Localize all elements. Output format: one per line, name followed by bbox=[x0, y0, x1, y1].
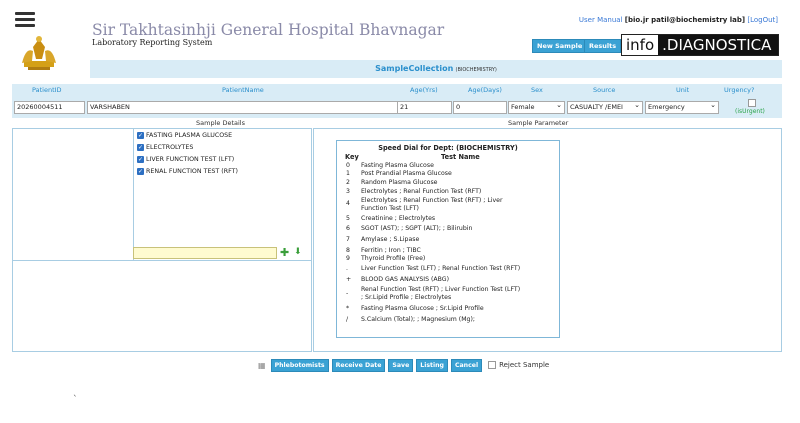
menu-icon[interactable] bbox=[15, 12, 35, 30]
col-age-days: Age(Days) bbox=[468, 86, 502, 94]
patient-name-field[interactable]: VARSHABEN bbox=[87, 101, 403, 114]
listing-button[interactable]: Listing bbox=[416, 359, 448, 372]
form-header-row bbox=[12, 84, 782, 98]
hospital-emblem-icon bbox=[18, 33, 60, 73]
test-name: RENAL FUNCTION TEST (RFT) bbox=[146, 167, 238, 175]
list-item[interactable] bbox=[137, 130, 232, 140]
speed-key: 3 bbox=[346, 188, 350, 195]
col-patient-name: PatientName bbox=[222, 86, 264, 94]
app-subtitle: Laboratory Reporting System bbox=[92, 38, 213, 47]
speed-test: Electrolytes ; Renal Function Test (RFT) ; Liver bbox=[361, 197, 503, 204]
col-patient-id: PatientID bbox=[32, 86, 62, 94]
new-sample-button[interactable]: New Sample bbox=[532, 39, 587, 53]
footer-actions bbox=[258, 359, 549, 371]
checkbox-checked-icon[interactable]: ✓ bbox=[137, 167, 144, 175]
patient-id-field[interactable]: 20260004511 bbox=[14, 101, 85, 114]
speed-test: Fasting Plasma Glucose bbox=[361, 162, 434, 169]
speed-test-cont: ; Sr.Lipid Profile ; Electrolytes bbox=[361, 294, 452, 301]
urgency-label: (isUrgent) bbox=[735, 108, 765, 115]
speed-dial-key-header: Key bbox=[345, 153, 359, 161]
age-days-field[interactable]: 0 bbox=[453, 101, 507, 114]
col-unit: Unit bbox=[676, 86, 690, 94]
speed-test: Post Prandial Plasma Glucose bbox=[361, 170, 452, 177]
speed-dial-title: Speed Dial for Dept: (BIOCHEMISTRY) bbox=[378, 144, 518, 152]
speed-test-cont: Function Test (LFT) bbox=[361, 205, 419, 212]
list-item[interactable] bbox=[137, 142, 193, 152]
reject-checkbox[interactable] bbox=[488, 361, 496, 369]
speed-key: 4 bbox=[346, 200, 350, 207]
speed-key: 1 bbox=[346, 170, 350, 177]
patient-input-row bbox=[12, 98, 782, 118]
page-title-bar bbox=[90, 60, 782, 78]
urgency-checkbox[interactable] bbox=[748, 99, 756, 107]
reject-label: Reject Sample bbox=[499, 361, 550, 369]
receive-date-button[interactable]: Receive Date bbox=[332, 359, 386, 372]
list-item[interactable] bbox=[137, 166, 238, 176]
speed-test: Amylase ; S.Lipase bbox=[361, 236, 420, 243]
user-manual-link[interactable]: User Manual bbox=[578, 16, 623, 24]
sample-parameter-label: Sample Parameter bbox=[508, 119, 569, 127]
info-diagnostica-logo bbox=[621, 34, 779, 56]
logout-link[interactable]: [LogOut] bbox=[747, 16, 778, 24]
speed-test: Electrolytes ; Renal Function Test (RFT) bbox=[361, 188, 482, 195]
speed-key: 2 bbox=[346, 179, 350, 186]
cancel-button[interactable]: Cancel bbox=[451, 359, 482, 372]
speed-key: / bbox=[346, 316, 349, 323]
checkbox-checked-icon[interactable]: ✓ bbox=[137, 131, 144, 139]
speed-dial-name-header: Test Name bbox=[441, 153, 480, 161]
speed-test: S.Calcium (Total); ; Magnesium (Mg); bbox=[361, 316, 475, 323]
backtick-mark: ` bbox=[73, 395, 78, 405]
source-select[interactable]: CASUALTY /EMEI ⌄ bbox=[567, 101, 643, 114]
selected-tests-list bbox=[133, 128, 311, 246]
speed-key: 9 bbox=[346, 255, 350, 262]
hospital-name: Sir Takhtasinhji General Hospital Bhavnagar bbox=[92, 21, 445, 39]
phlebotomists-button[interactable]: Phlebotomists bbox=[271, 359, 329, 372]
test-search-input[interactable] bbox=[133, 247, 277, 259]
add-icon[interactable]: ✚ bbox=[280, 246, 290, 259]
speed-key: - bbox=[346, 290, 349, 297]
unit-select[interactable]: Emergency ⌄ bbox=[645, 101, 719, 114]
page-dept: (BIOCHEMISTRY) bbox=[455, 67, 497, 73]
speed-test: Renal Function Test (RFT) ; Liver Function Test (LFT) bbox=[361, 286, 521, 293]
col-urgency: Urgency? bbox=[724, 86, 755, 94]
test-name: ELECTROLYTES bbox=[146, 143, 194, 151]
speed-test: Thyroid Profile (Free) bbox=[361, 255, 426, 262]
save-button[interactable]: Save bbox=[388, 359, 413, 372]
results-button[interactable]: Results bbox=[584, 39, 621, 53]
speed-test: SGOT (AST); ; SGPT (ALT); ; Bilirubin bbox=[361, 225, 473, 232]
page-title: SampleCollection bbox=[375, 64, 454, 73]
speed-key: 0 bbox=[346, 162, 350, 169]
speed-test: Ferritin ; Iron ; TIBC bbox=[361, 247, 421, 254]
checkbox-checked-icon[interactable]: ✓ bbox=[137, 143, 144, 151]
col-sex: Sex bbox=[531, 86, 543, 94]
speed-key: . bbox=[346, 265, 348, 272]
speed-dial-box bbox=[336, 140, 560, 338]
checkbox-checked-icon[interactable]: ✓ bbox=[137, 155, 144, 163]
test-name: LIVER FUNCTION TEST (LFT) bbox=[146, 155, 235, 163]
speed-test: Liver Function Test (LFT) ; Renal Function Test (RFT) bbox=[361, 265, 521, 272]
test-name: FASTING PLASMA GLUCOSE bbox=[146, 131, 233, 139]
trash-icon[interactable]: ▦ bbox=[258, 360, 266, 370]
panel-divider bbox=[12, 260, 312, 261]
speed-test: Creatinine ; Electrolytes bbox=[361, 215, 436, 222]
sex-select[interactable]: Female ⌄ bbox=[508, 101, 565, 114]
user-label: [bio.jr patil@biochemistry lab] bbox=[624, 16, 746, 24]
speed-test: BLOOD GAS ANALYSIS (ABG) bbox=[361, 276, 450, 283]
arrow-down-icon[interactable]: ⬇ bbox=[294, 247, 302, 257]
sample-details-label: Sample Details bbox=[196, 119, 245, 127]
speed-key: 6 bbox=[346, 225, 350, 232]
age-yrs-field[interactable]: 21 bbox=[397, 101, 452, 114]
top-links bbox=[579, 16, 778, 24]
speed-key: * bbox=[346, 305, 350, 312]
col-age-yrs: Age(Yrs) bbox=[410, 86, 438, 94]
speed-key: 8 bbox=[346, 247, 350, 254]
speed-test: Fasting Plasma Glucose ; Sr.Lipid Profile bbox=[361, 305, 484, 312]
section-labels bbox=[12, 118, 782, 128]
speed-key: + bbox=[346, 276, 352, 283]
speed-key: 7 bbox=[346, 236, 350, 243]
logo-right-text: .DIAGNOSTICA bbox=[658, 35, 778, 55]
speed-key: 5 bbox=[346, 215, 350, 222]
speed-test: Random Plasma Glucose bbox=[361, 179, 438, 186]
col-source: Source bbox=[593, 86, 616, 94]
logo-left-text: info bbox=[622, 35, 658, 55]
list-item[interactable] bbox=[137, 154, 234, 164]
